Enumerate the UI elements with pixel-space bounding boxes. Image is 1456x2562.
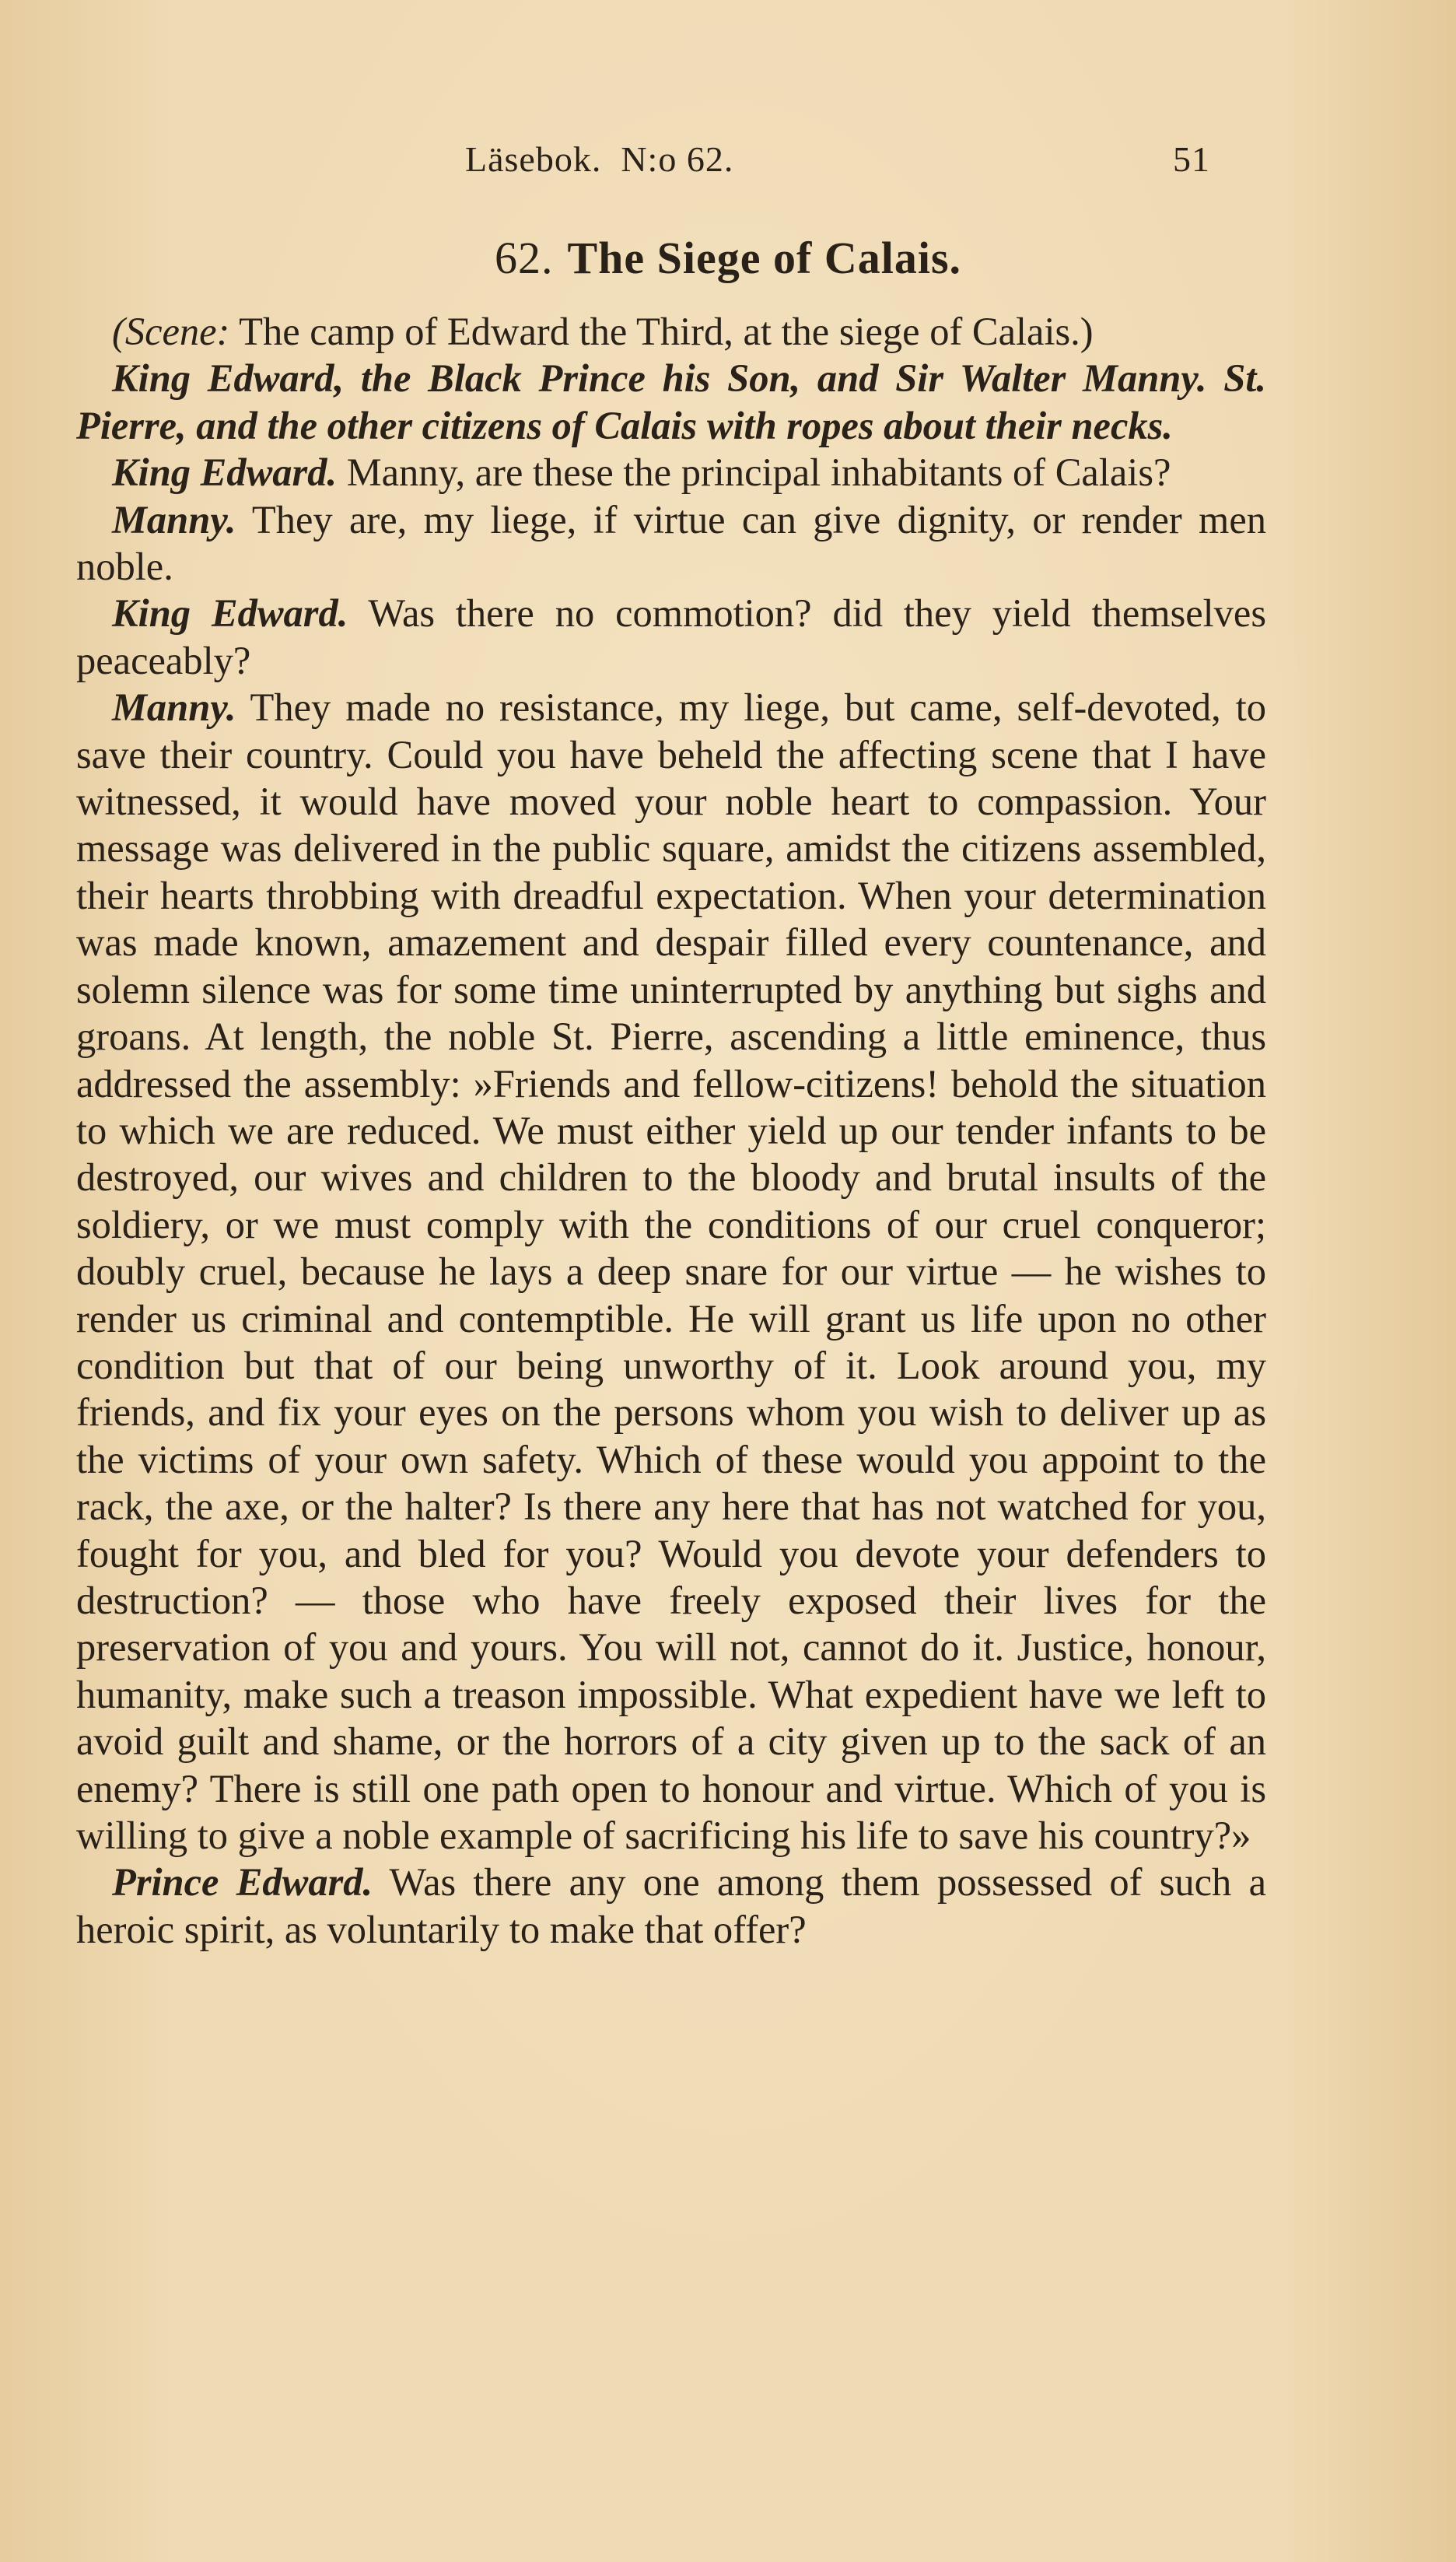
scene-text: The camp of Edward the Third, at the siege of Calais.) xyxy=(229,310,1094,353)
dialogue-text: They made no resistance, my liege, but came, self-devoted, to save their country. Could you have beheld the affecting scene that I have witnessed, it would have moved your noble heart to compassion. Your message was delivered in the public square, amidst the citizens assembled, their hearts throbbing with dreadful expectation. When your determination was made known, amazement and despair filled every countenance, and solemn silence was for some time uninterrupted by anything but sighs and groans. At length, the noble St. Pierre, ascending a little eminence, thus addressed the assembly: »Friends and fellow-citizens! behold the situation to which we are reduced. We must either yield up our tender infants to be destroyed, our wives and children to the bloody and brutal insults of the soldiery, or we must comply with the conditions of our cruel conqueror; doubly cruel, because he lays a deep snare for our virtue — he wishes to render us criminal and contemptible. He will grant us life upon no other condition but that of our being unworthy of it. Look around you, my friends, and fix your eyes on the persons whom you wish to deliver up as the victims of your own safety. Which of these would you appoint to the rack, the axe, or the halter? Is there any here that has not watched for you, fought for you, and bled for you? Would you devote your defenders to destruction? — those who have freely exposed their lives for the preservation of you and yours. You will not, cannot do it. Justice, honour, humanity, make such a treason impossible. What expedient have we left to avoid guilt and shame, or the horrors of a city given up to the sack of an enemy? There is still one path open to honour and virtue. Which of you is willing to give a noble example of sacrificing his life to save his country?» xyxy=(76,685,1266,1857)
paragraph-persons xyxy=(76,355,1266,449)
speaker-label: King Edward. xyxy=(112,450,338,495)
chapter-title-text: The Siege of Calais. xyxy=(567,233,962,283)
paragraph-dialogue xyxy=(76,590,1266,684)
page-number: 51 xyxy=(1173,139,1210,179)
speaker-label: Manny. xyxy=(112,497,236,541)
paragraph-dialogue xyxy=(76,449,1266,496)
chapter-title xyxy=(0,232,1456,284)
chapter-number: 62. xyxy=(494,233,554,283)
dialogue-text: Was there no commotion? did they yield themselves peaceably? xyxy=(76,591,1266,682)
book-title-header: Läsebok. N:o 62. xyxy=(465,139,734,179)
body-text xyxy=(76,308,1266,1953)
dialogue-text: They are, my liege, if virtue can give dignity, or render men noble. xyxy=(76,497,1266,589)
speaker-label: Manny. xyxy=(112,685,236,730)
speaker-label: King Edward. xyxy=(112,591,348,636)
paragraph-dialogue xyxy=(76,1859,1266,1953)
dialogue-text: Was there any one among them possessed of such a heroic spirit, as voluntarily to make that offer? xyxy=(76,1860,1266,1951)
persons-list: King Edward, the Black Prince his Son, and Sir Walter Manny. St. Pierre, and the other citizens of Calais with ropes about their necks. xyxy=(76,356,1266,447)
running-header xyxy=(0,138,1456,185)
speaker-label: Prince Edward. xyxy=(112,1860,373,1905)
paragraph-dialogue xyxy=(76,496,1266,591)
scene-label: (Scene: xyxy=(112,310,230,353)
paragraph-dialogue xyxy=(76,684,1266,1859)
paragraph-scene xyxy=(76,308,1266,355)
dialogue-text: Manny, are these the principal inhabitants of Calais? xyxy=(337,450,1171,495)
